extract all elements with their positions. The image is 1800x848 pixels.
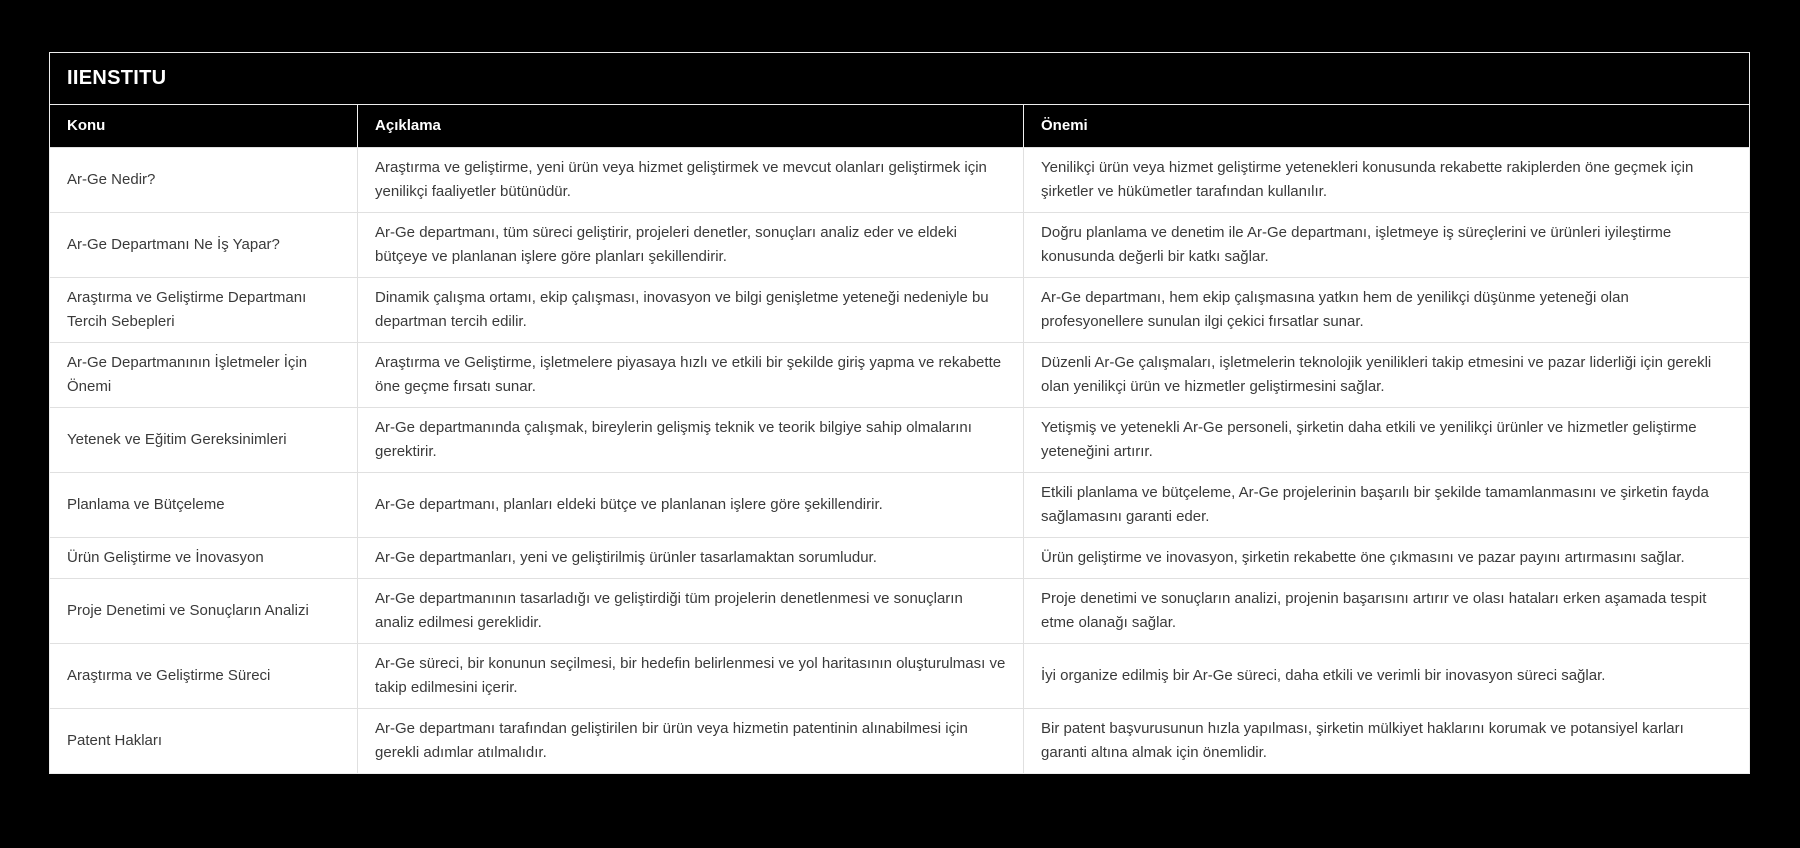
table-row <box>50 408 1749 473</box>
table-header-row <box>50 105 1749 148</box>
cell-konu: Araştırma ve Geliştirme Süreci <box>50 644 358 709</box>
cell-onemi: Ar-Ge departmanı, hem ekip çalışmasına yatkın hem de yenilikçi düşünme yeteneği olan profesyonellere sunulan ilgi çekici fırsatlar sunar. <box>1024 278 1749 343</box>
table-body <box>50 148 1749 774</box>
cell-onemi: Ürün geliştirme ve inovasyon, şirketin rekabette öne çıkmasını ve pazar payını artırmasını sağlar. <box>1024 538 1749 579</box>
table-row <box>50 213 1749 278</box>
cell-aciklama: Ar-Ge departmanı tarafından geliştirilen bir ürün veya hizmetin patentinin alınabilmesi için gerekli adımlar atılmalıdır. <box>358 709 1024 774</box>
cell-konu: Ürün Geliştirme ve İnovasyon <box>50 538 358 579</box>
cell-aciklama: Ar-Ge departmanı, planları eldeki bütçe ve planlanan işlere göre şekillendirir. <box>358 473 1024 538</box>
table-row <box>50 148 1749 213</box>
cell-aciklama: Dinamik çalışma ortamı, ekip çalışması, inovasyon ve bilgi genişletme yeteneği nedeniyle bu departman tercih edilir. <box>358 278 1024 343</box>
cell-konu: Ar-Ge Departmanı Ne İş Yapar? <box>50 213 358 278</box>
cell-aciklama: Ar-Ge süreci, bir konunun seçilmesi, bir hedefin belirlenmesi ve yol haritasının oluşturulması ve takip edilmesini içerir. <box>358 644 1024 709</box>
cell-aciklama: Ar-Ge departmanında çalışmak, bireylerin gelişmiş teknik ve teorik bilgiye sahip olmalarını gerektirir. <box>358 408 1024 473</box>
cell-onemi: Proje denetimi ve sonuçların analizi, projenin başarısını artırır ve olası hataları erken aşamada tespit etme olanağı sağlar. <box>1024 579 1749 644</box>
column-header-onemi: Önemi <box>1024 105 1749 148</box>
cell-konu: Ar-Ge Nedir? <box>50 148 358 213</box>
cell-konu: Patent Hakları <box>50 709 358 774</box>
cell-konu: Ar-Ge Departmanının İşletmeler İçin Önemi <box>50 343 358 408</box>
cell-onemi: Doğru planlama ve denetim ile Ar-Ge departmanı, işletmeye iş süreçlerini ve ürünleri iyileştirme konusunda değerli bir katkı sağlar. <box>1024 213 1749 278</box>
cell-aciklama: Ar-Ge departmanı, tüm süreci geliştirir, projeleri denetler, sonuçları analiz eder ve eldeki bütçeye ve planlanan işlere göre planları şekillendirir. <box>358 213 1024 278</box>
cell-aciklama: Ar-Ge departmanları, yeni ve geliştirilmiş ürünler tasarlamaktan sorumludur. <box>358 538 1024 579</box>
cell-onemi: Düzenli Ar-Ge çalışmaları, işletmelerin teknolojik yenilikleri takip etmesini ve pazar liderliği için gerekli olan yenilikçi ürün ve hizmetler geliştirmesini sağlar. <box>1024 343 1749 408</box>
table-row <box>50 709 1749 774</box>
cell-onemi: Bir patent başvurusunun hızla yapılması, şirketin mülkiyet haklarını korumak ve potansiyel karları garanti altına almak için önemlidir. <box>1024 709 1749 774</box>
table-row <box>50 473 1749 538</box>
cell-konu: Yetenek ve Eğitim Gereksinimleri <box>50 408 358 473</box>
cell-aciklama: Araştırma ve Geliştirme, işletmelere piyasaya hızlı ve etkili bir şekilde giriş yapma ve rekabette öne geçme fırsatı sunar. <box>358 343 1024 408</box>
column-header-konu: Konu <box>50 105 358 148</box>
table-row <box>50 538 1749 579</box>
cell-onemi: Yetişmiş ve yetenekli Ar-Ge personeli, şirketin daha etkili ve yenilikçi ürünler ve hizmetler geliştirme yeteneğini artırır. <box>1024 408 1749 473</box>
content-card <box>49 52 1750 774</box>
cell-aciklama: Ar-Ge departmanının tasarladığı ve geliştirdiği tüm projelerin denetlenmesi ve sonuçların analiz edilmesi gereklidir. <box>358 579 1024 644</box>
info-table <box>50 105 1749 773</box>
column-header-aciklama: Açıklama <box>358 105 1024 148</box>
table-row <box>50 579 1749 644</box>
cell-konu: Araştırma ve Geliştirme Departmanı Tercih Sebepleri <box>50 278 358 343</box>
table-row <box>50 644 1749 709</box>
cell-aciklama: Araştırma ve geliştirme, yeni ürün veya hizmet geliştirmek ve mevcut olanları geliştirmek için yenilikçi faaliyetler bütünüdür. <box>358 148 1024 213</box>
page-title: IIENSTITU <box>50 53 1749 105</box>
cell-onemi: İyi organize edilmiş bir Ar-Ge süreci, daha etkili ve verimli bir inovasyon süreci sağlar. <box>1024 644 1749 709</box>
cell-konu: Proje Denetimi ve Sonuçların Analizi <box>50 579 358 644</box>
cell-konu: Planlama ve Bütçeleme <box>50 473 358 538</box>
cell-onemi: Etkili planlama ve bütçeleme, Ar-Ge projelerinin başarılı bir şekilde tamamlanmasını ve şirketin fayda sağlamasını garanti eder. <box>1024 473 1749 538</box>
cell-onemi: Yenilikçi ürün veya hizmet geliştirme yetenekleri konusunda rekabette rakiplerden öne geçmek için şirketler ve hükümetler tarafından kullanılır. <box>1024 148 1749 213</box>
table-row <box>50 278 1749 343</box>
table-row <box>50 343 1749 408</box>
